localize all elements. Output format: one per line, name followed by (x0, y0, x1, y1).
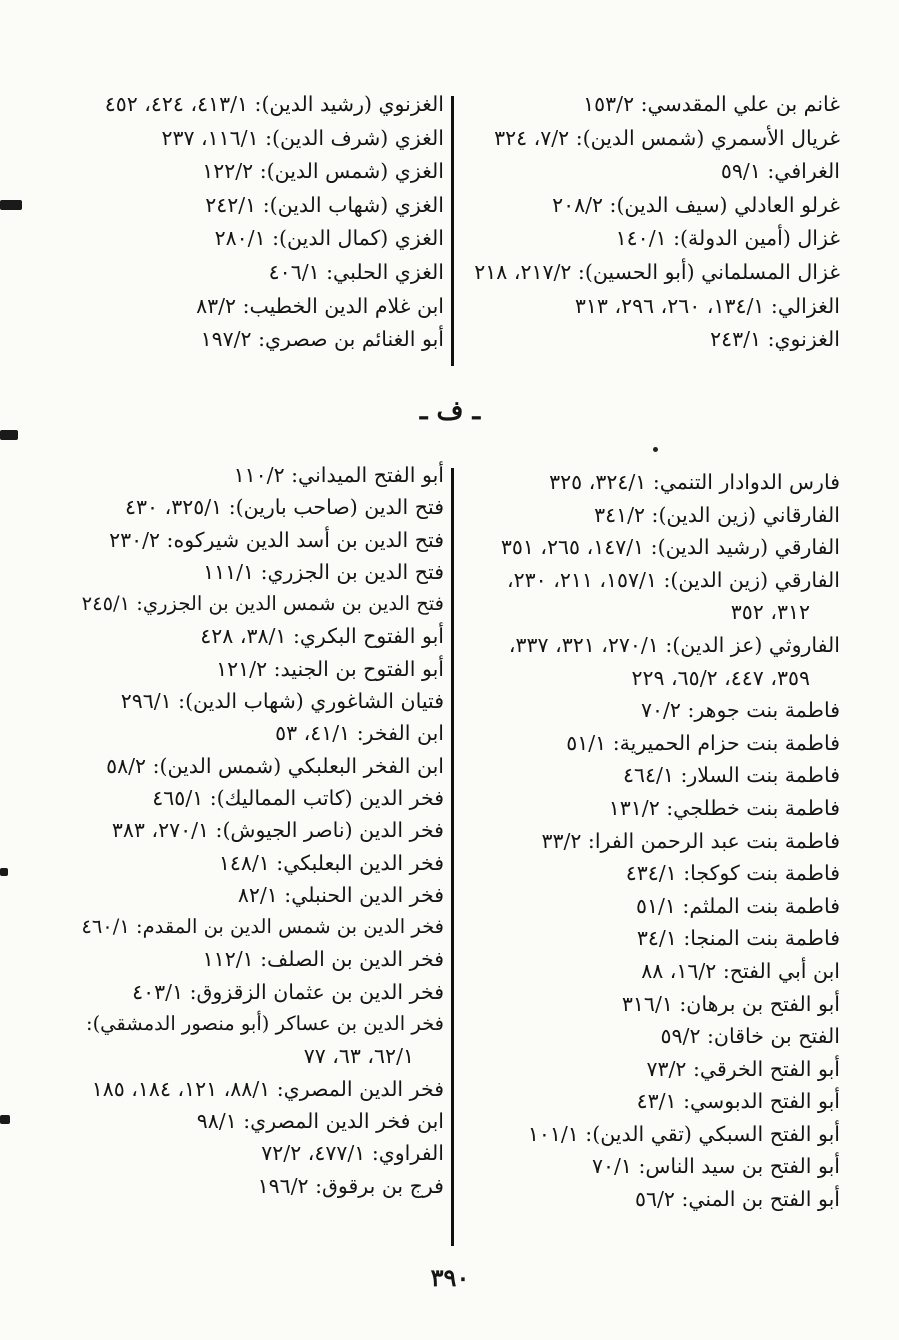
index-entry: فاطمة بنت كوكجا: ٤٣٤/١ (625, 861, 840, 886)
index-entry: الغزالي: ١٣٤/١، ٢٦٠، ٢٩٦، ٣١٣ (574, 293, 840, 318)
scan-edge-mark (0, 868, 8, 876)
column-divider-bottom (451, 468, 454, 1246)
index-entry: أبو الفتوح بن الجنيد: ١٢١/٢ (216, 656, 444, 681)
index-entry: غانم بن علي المقدسي: ١٥٣/٢ (583, 92, 840, 116)
index-entry: الغزي الحلبي: ٤٠٦/١ (268, 259, 444, 284)
index-entry: فاطمة بنت جوهر: ٧٠/٢ (640, 698, 840, 723)
index-entry: فخر الدين (كاتب المماليك): ٤٦٥/١ (152, 785, 444, 810)
index-column-bottom-left (80, 459, 444, 1202)
index-entry: الفارقاني (زين الدين): ٣٤١/٢ (594, 502, 840, 527)
index-entry: فاطمة بنت حزام الحميرية: ٥١/١ (566, 730, 840, 755)
index-entry: فخر الدين البعلبكي: ١٤٨/١ (218, 850, 444, 875)
index-entry-continuation: ٦٢/١، ٦٣، ٧٧ (303, 1044, 414, 1069)
index-entry: الغزنوي (رشيد الدين): ٤١٣/١، ٤٢٤، ٤٥٢ (104, 92, 444, 116)
index-entry: غزال (أمين الدولة): ١٤٠/١ (615, 226, 840, 251)
index-entry: الغزنوي: ٢٤٣/١ (710, 327, 840, 352)
index-entry: فخر الدين بن عساكر (أبو منصور الدمشقي): (86, 1012, 444, 1036)
index-entry: فرج بن برقوق: ١٩٦/٢ (257, 1173, 444, 1198)
section-letter-heading: ـ ف ـ (419, 396, 481, 426)
index-entry: ابن غلام الدين الخطيب: ٨٣/٢ (196, 293, 444, 318)
index-column-top-right (466, 88, 840, 357)
index-entry: أبو الفتح الخرقي: ٧٣/٢ (646, 1056, 840, 1081)
index-column-bottom-right (462, 466, 840, 1216)
index-entry: فتح الدين بن أسد الدين شيركوه: ٢٣٠/٢ (109, 527, 444, 552)
index-entry: ابن فخر الدين المصري: ٩٨/١ (196, 1108, 444, 1133)
index-entry: فاطمة بنت السلار: ٤٦٤/١ (623, 763, 840, 788)
index-entry: فتح الدين (صاحب بارين): ٣٢٥/١، ٤٣٠ (125, 495, 444, 520)
index-entry: فخر الدين (ناصر الجيوش): ٢٧٠/١، ٣٨٣ (111, 818, 444, 843)
index-entry: ابن الفخر البعلبكي (شمس الدين): ٥٨/٢ (106, 753, 444, 778)
index-entry: فخر الدين المصري: ٨٨/١، ١٢١، ١٨٤، ١٨٥ (91, 1076, 444, 1101)
scan-edge-mark (0, 200, 22, 210)
scan-edge-mark (0, 1115, 10, 1124)
index-entry: أبو الفتح بن سيد الناس: ٧٠/١ (592, 1154, 840, 1179)
index-entry: أبو الفتح السبكي (تقي الدين): ١٠١/١ (527, 1121, 840, 1146)
index-entry: الفتح بن خاقان: ٥٩/٢ (660, 1024, 840, 1049)
index-entry: أبو الفتوح البكري: ٣٨/١، ٤٢٨ (200, 624, 444, 649)
index-entry: الغزي (شمس الدين): ١٢٢/٢ (202, 159, 444, 184)
index-entry: غزال المسلماني (أبو الحسين): ٢١٧/٢، ٢١٨ (474, 259, 840, 284)
index-entry: فاطمة بنت عبد الرحمن الفرا: ٣٣/٢ (541, 828, 840, 853)
index-entry: فتح الدين بن الجزري: ١١١/١ (203, 559, 444, 584)
index-entry: فخر الدين بن عثمان الزقزوق: ٤٠٣/١ (132, 979, 444, 1004)
index-entry: أبو الفتح الميداني: ١١٠/٢ (233, 463, 444, 487)
index-entry: غريال الأسمري (شمس الدين): ٧/٢، ٣٢٤ (494, 125, 840, 150)
index-entry: الغزي (كمال الدين): ٢٨٠/١ (214, 226, 444, 251)
index-entry: فاطمة بنت المنجا: ٣٤/١ (636, 926, 840, 951)
ink-dot (653, 447, 658, 452)
index-entry: فتيان الشاغوري (شهاب الدين): ٢٩٦/١ (120, 689, 444, 714)
index-entry: الغرافي: ٥٩/١ (720, 159, 840, 184)
index-column-top-left (90, 88, 444, 357)
index-entry: الغزي (شرف الدين): ١١٦/١، ٢٣٧ (161, 125, 444, 150)
index-entry: غرلو العادلي (سيف الدين): ٢٠٨/٢ (552, 192, 840, 217)
index-entry: الفاروثي (عز الدين): ٢٧٠/١، ٣٢١، ٣٣٧، (508, 632, 840, 657)
index-entry-continuation: ٣١٢، ٣٥٢ (730, 600, 810, 625)
index-entry: فتح الدين بن شمس الدين بن الجزري: ٢٤٥/١ (81, 592, 444, 616)
index-entry: أبو الفتح بن برهان: ٣١٦/١ (621, 991, 840, 1016)
page-number: ٣٩٠ (430, 1263, 470, 1292)
index-entry: أبو الفتح بن المني: ٥٦/٢ (634, 1187, 840, 1212)
index-entry: ابن الفخر: ٤١/١، ٥٣ (275, 721, 444, 746)
index-entry: فخر الدين الحنبلي: ٨٢/١ (237, 882, 444, 907)
index-entry: ابن أبي الفتح: ١٦/٢، ٨٨ (641, 958, 840, 983)
index-entry: فارس الدوادار التنمي: ٣٢٤/١، ٣٢٥ (549, 470, 840, 494)
index-entry: الفارقي (زين الدين): ١٥٧/١، ٢١١، ٢٣٠، (507, 567, 840, 592)
index-entry: أبو الفتح الدبوسي: ٤٣/١ (636, 1089, 840, 1114)
index-entry-continuation: ٣٥٩، ٤٤٧، ٦٥/٢، ٢٢٩ (631, 665, 810, 690)
index-entry: أبو الغنائم بن صصري: ١٩٧/٢ (200, 327, 444, 352)
index-entry: فخر الدين بن الصلف: ١١٢/١ (202, 947, 444, 972)
index-entry: الفراوي: ٤٧٧/١، ٧٢/٢ (261, 1141, 444, 1166)
index-entry: فخر الدين بن شمس الدين بن المقدم: ٤٦٠/١ (81, 915, 444, 939)
index-entry: الفارقي (رشيد الدين): ١٤٧/١، ٢٦٥، ٣٥١ (500, 535, 840, 560)
index-entry: الغزي (شهاب الدين): ٢٤٢/١ (205, 192, 444, 217)
scan-edge-mark (0, 430, 18, 440)
column-divider-top (451, 96, 454, 366)
index-entry: فاطمة بنت خطلجي: ١٣١/٢ (608, 795, 840, 820)
index-entry: فاطمة بنت الملثم: ٥١/١ (635, 893, 840, 918)
